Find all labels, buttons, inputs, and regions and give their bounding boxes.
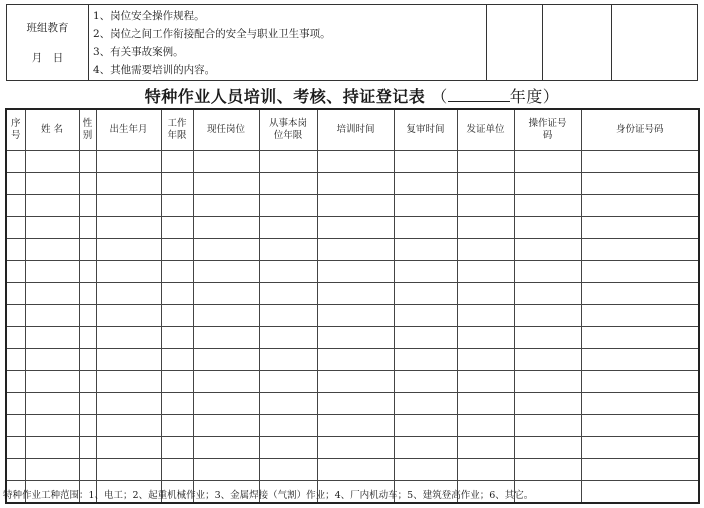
- table-cell[interactable]: [6, 305, 25, 327]
- table-cell[interactable]: [259, 415, 317, 437]
- table-cell[interactable]: [161, 305, 193, 327]
- table-cell[interactable]: [193, 415, 259, 437]
- table-cell[interactable]: [317, 195, 394, 217]
- table-cell[interactable]: [96, 305, 161, 327]
- table-cell[interactable]: [581, 151, 699, 173]
- table-cell[interactable]: [161, 283, 193, 305]
- table-row: [6, 349, 699, 371]
- table-cell[interactable]: [96, 459, 161, 481]
- table-cell[interactable]: [514, 261, 581, 283]
- table-cell[interactable]: [457, 217, 514, 239]
- table-cell[interactable]: [6, 261, 25, 283]
- table-cell[interactable]: [394, 371, 457, 393]
- table-cell[interactable]: [581, 459, 699, 481]
- table-cell[interactable]: [96, 283, 161, 305]
- table-cell[interactable]: [161, 217, 193, 239]
- table-cell[interactable]: [96, 437, 161, 459]
- table-cell[interactable]: [25, 239, 79, 261]
- training-item: 1、岗位安全操作规程。: [93, 9, 205, 22]
- table-cell[interactable]: [96, 239, 161, 261]
- table-cell[interactable]: [6, 327, 25, 349]
- table-cell[interactable]: [193, 371, 259, 393]
- table-cell[interactable]: [394, 261, 457, 283]
- table-cell[interactable]: [161, 151, 193, 173]
- header-line: 从事本岗: [268, 118, 307, 129]
- table-cell[interactable]: [193, 349, 259, 371]
- table-cell[interactable]: [79, 173, 96, 195]
- table-cell[interactable]: [457, 415, 514, 437]
- table-cell[interactable]: [96, 217, 161, 239]
- table-cell[interactable]: [25, 217, 79, 239]
- table-cell[interactable]: [259, 173, 317, 195]
- year-open-paren: （: [431, 87, 448, 106]
- table-cell[interactable]: [161, 327, 193, 349]
- table-row: [6, 283, 699, 305]
- table-cell[interactable]: [6, 217, 25, 239]
- table-cell[interactable]: [6, 151, 25, 173]
- table-cell[interactable]: [79, 217, 96, 239]
- header-line: 复审时间: [406, 124, 445, 135]
- table-cell[interactable]: [317, 459, 394, 481]
- table-cell[interactable]: [394, 173, 457, 195]
- form-title: [0, 84, 704, 107]
- table-cell[interactable]: [25, 349, 79, 371]
- table-cell[interactable]: [25, 415, 79, 437]
- table-cell[interactable]: [25, 459, 79, 481]
- table-cell[interactable]: [79, 151, 96, 173]
- table-cell[interactable]: [6, 349, 25, 371]
- table-cell[interactable]: [96, 371, 161, 393]
- table-cell[interactable]: [96, 261, 161, 283]
- table-cell[interactable]: [161, 437, 193, 459]
- table-cell[interactable]: [514, 151, 581, 173]
- table-cell[interactable]: [161, 459, 193, 481]
- table-cell[interactable]: [317, 393, 394, 415]
- table-cell[interactable]: [96, 327, 161, 349]
- table-cell[interactable]: [394, 239, 457, 261]
- table-cell[interactable]: [394, 459, 457, 481]
- table-cell[interactable]: [259, 349, 317, 371]
- table-cell[interactable]: [79, 415, 96, 437]
- table-cell[interactable]: [457, 173, 514, 195]
- table-cell[interactable]: [457, 371, 514, 393]
- header-line: 培训时间: [336, 124, 375, 135]
- table-cell[interactable]: [259, 195, 317, 217]
- table-cell[interactable]: [317, 327, 394, 349]
- table-cell[interactable]: [193, 217, 259, 239]
- table-cell[interactable]: [161, 173, 193, 195]
- table-cell[interactable]: [193, 261, 259, 283]
- col-header-id-number: [581, 109, 699, 151]
- table-cell[interactable]: [581, 393, 699, 415]
- table-cell[interactable]: [581, 261, 699, 283]
- table-cell[interactable]: [6, 371, 25, 393]
- training-item: 3、有关事故案例。: [93, 45, 184, 58]
- table-cell[interactable]: [25, 151, 79, 173]
- table-cell[interactable]: [259, 459, 317, 481]
- table-cell[interactable]: [457, 437, 514, 459]
- table-cell[interactable]: [193, 305, 259, 327]
- table-cell[interactable]: [394, 437, 457, 459]
- header-line: 出生年月: [109, 124, 148, 135]
- table-cell[interactable]: [394, 349, 457, 371]
- table-cell[interactable]: [6, 393, 25, 415]
- header-line: 现任岗位: [206, 124, 245, 135]
- table-cell[interactable]: [193, 195, 259, 217]
- table-cell[interactable]: [259, 393, 317, 415]
- table-cell[interactable]: [581, 481, 699, 504]
- table-cell[interactable]: [259, 283, 317, 305]
- header-line: 操作证号: [528, 118, 567, 129]
- table-cell[interactable]: [6, 195, 25, 217]
- col-header-name: [25, 109, 79, 151]
- table-row: [6, 437, 699, 459]
- table-cell[interactable]: [581, 239, 699, 261]
- table-cell[interactable]: [25, 371, 79, 393]
- blank-cell[interactable]: [487, 5, 543, 81]
- table-cell[interactable]: [25, 283, 79, 305]
- header-line: 号: [10, 130, 21, 141]
- col-header-work-years: [161, 109, 193, 151]
- table-cell[interactable]: [457, 151, 514, 173]
- col-header-seq: [6, 109, 25, 151]
- table-cell[interactable]: [457, 261, 514, 283]
- table-row: [6, 239, 699, 261]
- table-cell[interactable]: [79, 239, 96, 261]
- table-cell[interactable]: [581, 173, 699, 195]
- table-cell[interactable]: [25, 305, 79, 327]
- table-cell[interactable]: [25, 437, 79, 459]
- table-cell[interactable]: [514, 393, 581, 415]
- table-cell[interactable]: [161, 393, 193, 415]
- table-cell[interactable]: [514, 459, 581, 481]
- table-cell[interactable]: [259, 261, 317, 283]
- table-cell[interactable]: [79, 283, 96, 305]
- table-cell[interactable]: [161, 195, 193, 217]
- table-row: [6, 393, 699, 415]
- table-cell[interactable]: [25, 173, 79, 195]
- header-line: 序: [10, 118, 21, 129]
- table-cell[interactable]: [79, 327, 96, 349]
- table-cell[interactable]: [161, 371, 193, 393]
- table-cell[interactable]: [317, 349, 394, 371]
- training-item: 2、岗位之间工作衔接配合的安全与职业卫生事项。: [93, 27, 331, 40]
- table-cell[interactable]: [514, 173, 581, 195]
- table-cell[interactable]: [259, 327, 317, 349]
- table-cell[interactable]: [317, 239, 394, 261]
- table-row: [6, 195, 699, 217]
- table-cell[interactable]: [193, 283, 259, 305]
- table-row: [6, 173, 699, 195]
- table-cell[interactable]: [581, 371, 699, 393]
- table-cell[interactable]: [581, 195, 699, 217]
- table-cell[interactable]: [514, 217, 581, 239]
- table-cell[interactable]: [317, 415, 394, 437]
- table-cell[interactable]: [581, 305, 699, 327]
- table-cell[interactable]: [259, 151, 317, 173]
- table-cell[interactable]: [514, 437, 581, 459]
- table-row: [6, 327, 699, 349]
- table-cell[interactable]: [193, 239, 259, 261]
- table-cell[interactable]: [581, 327, 699, 349]
- table-cell[interactable]: [457, 239, 514, 261]
- table-cell[interactable]: [581, 283, 699, 305]
- table-cell[interactable]: [317, 173, 394, 195]
- table-cell[interactable]: [79, 459, 96, 481]
- table-cell[interactable]: [259, 217, 317, 239]
- table-cell[interactable]: [259, 437, 317, 459]
- table-row: [6, 217, 699, 239]
- table-cell[interactable]: [457, 305, 514, 327]
- table-cell[interactable]: [581, 437, 699, 459]
- table-cell[interactable]: [514, 371, 581, 393]
- table-cell[interactable]: [96, 349, 161, 371]
- table-cell[interactable]: [317, 437, 394, 459]
- table-cell[interactable]: [317, 371, 394, 393]
- table-cell[interactable]: [6, 459, 25, 481]
- registration-table: [5, 108, 700, 504]
- col-header-training-date: [317, 109, 394, 151]
- table-cell[interactable]: [394, 415, 457, 437]
- table-cell[interactable]: [96, 195, 161, 217]
- col-header-gender: [79, 109, 96, 151]
- table-cell[interactable]: [394, 217, 457, 239]
- table-cell[interactable]: [25, 393, 79, 415]
- col-header-issuer: [457, 109, 514, 151]
- table-cell[interactable]: [161, 239, 193, 261]
- table-cell[interactable]: [96, 415, 161, 437]
- table-cell[interactable]: [193, 327, 259, 349]
- table-cell[interactable]: [193, 459, 259, 481]
- table-cell[interactable]: [193, 173, 259, 195]
- table-cell[interactable]: [394, 305, 457, 327]
- table-cell[interactable]: [79, 437, 96, 459]
- header-line: 年限: [167, 130, 187, 141]
- table-cell[interactable]: [514, 239, 581, 261]
- table-cell[interactable]: [457, 349, 514, 371]
- table-cell[interactable]: [394, 151, 457, 173]
- table-cell[interactable]: [514, 283, 581, 305]
- col-header-position-years: [259, 109, 317, 151]
- year-blank-field[interactable]: [448, 87, 510, 102]
- header-line: 码: [542, 130, 553, 141]
- table-cell[interactable]: [161, 261, 193, 283]
- table-cell[interactable]: [25, 195, 79, 217]
- table-cell[interactable]: [394, 283, 457, 305]
- col-header-cert-number: [514, 109, 581, 151]
- table-cell[interactable]: [514, 415, 581, 437]
- header-line: 性: [82, 118, 93, 129]
- table-cell[interactable]: [581, 349, 699, 371]
- table-cell[interactable]: [514, 195, 581, 217]
- table-cell[interactable]: [79, 195, 96, 217]
- table-cell[interactable]: [581, 217, 699, 239]
- header-row: [6, 109, 699, 151]
- table-cell[interactable]: [317, 151, 394, 173]
- header-line: 位年限: [273, 130, 303, 141]
- table-cell[interactable]: [79, 371, 96, 393]
- table-cell[interactable]: [161, 415, 193, 437]
- table-cell[interactable]: [6, 437, 25, 459]
- table-cell[interactable]: [6, 415, 25, 437]
- header-line: 身份证号码: [615, 124, 664, 135]
- table-cell[interactable]: [96, 393, 161, 415]
- table-cell[interactable]: [394, 195, 457, 217]
- table-cell[interactable]: [457, 283, 514, 305]
- table-cell[interactable]: [193, 393, 259, 415]
- footnote: 特种作业工种范围：1、电工；2、起重机械作业；3、金属焊接（气割）作业；4、厂内机动车；5、建筑登高作业；6、其它。: [3, 490, 534, 501]
- blank-cell[interactable]: [543, 5, 612, 81]
- table-cell[interactable]: [259, 371, 317, 393]
- table-cell[interactable]: [317, 261, 394, 283]
- col-header-position: [193, 109, 259, 151]
- table-cell[interactable]: [457, 195, 514, 217]
- col-header-review-date: [394, 109, 457, 151]
- table-row: [6, 151, 699, 173]
- blank-cell[interactable]: [612, 5, 698, 81]
- table-cell[interactable]: [6, 173, 25, 195]
- training-items-cell: [89, 5, 487, 81]
- table-cell[interactable]: [96, 151, 161, 173]
- class-education-label: [7, 5, 89, 81]
- table-row: [6, 371, 699, 393]
- table-cell[interactable]: [259, 239, 317, 261]
- table-row: [6, 261, 699, 283]
- table-cell[interactable]: [514, 327, 581, 349]
- table-cell[interactable]: [317, 217, 394, 239]
- year-suffix: 年度）: [509, 87, 560, 106]
- table-cell[interactable]: [161, 349, 193, 371]
- table-cell[interactable]: [79, 349, 96, 371]
- table-cell[interactable]: [25, 327, 79, 349]
- table-cell[interactable]: [394, 327, 457, 349]
- training-item: 4、其他需要培训的内容。: [93, 63, 216, 76]
- table-row: [6, 305, 699, 327]
- table-cell[interactable]: [457, 393, 514, 415]
- form-title-text: 特种作业人员培训、考核、持证登记表: [144, 87, 426, 106]
- table-cell[interactable]: [79, 305, 96, 327]
- date-label: 月 日: [31, 51, 64, 64]
- table-cell[interactable]: [317, 305, 394, 327]
- table-cell[interactable]: [6, 283, 25, 305]
- table-cell[interactable]: [394, 393, 457, 415]
- table-cell[interactable]: [514, 305, 581, 327]
- table-cell[interactable]: [259, 305, 317, 327]
- table-cell[interactable]: [514, 349, 581, 371]
- table-cell[interactable]: [25, 261, 79, 283]
- col-header-birth: [96, 109, 161, 151]
- header-line: 姓 名: [40, 124, 64, 135]
- table-cell[interactable]: [79, 393, 96, 415]
- class-education-table: [6, 4, 698, 81]
- table-row: [6, 459, 699, 481]
- table-row: [6, 415, 699, 437]
- table-cell[interactable]: [581, 415, 699, 437]
- table-cell[interactable]: [79, 261, 96, 283]
- table-cell[interactable]: [317, 283, 394, 305]
- table-cell[interactable]: [457, 459, 514, 481]
- table-cell[interactable]: [457, 327, 514, 349]
- table-cell[interactable]: [96, 173, 161, 195]
- table-cell[interactable]: [193, 437, 259, 459]
- header-line: 工作: [167, 118, 187, 129]
- table-cell[interactable]: [193, 151, 259, 173]
- header-line: 发证单位: [466, 124, 505, 135]
- table-cell[interactable]: [6, 239, 25, 261]
- class-education-title: 班组教育: [26, 21, 69, 34]
- header-line: 别: [82, 130, 93, 141]
